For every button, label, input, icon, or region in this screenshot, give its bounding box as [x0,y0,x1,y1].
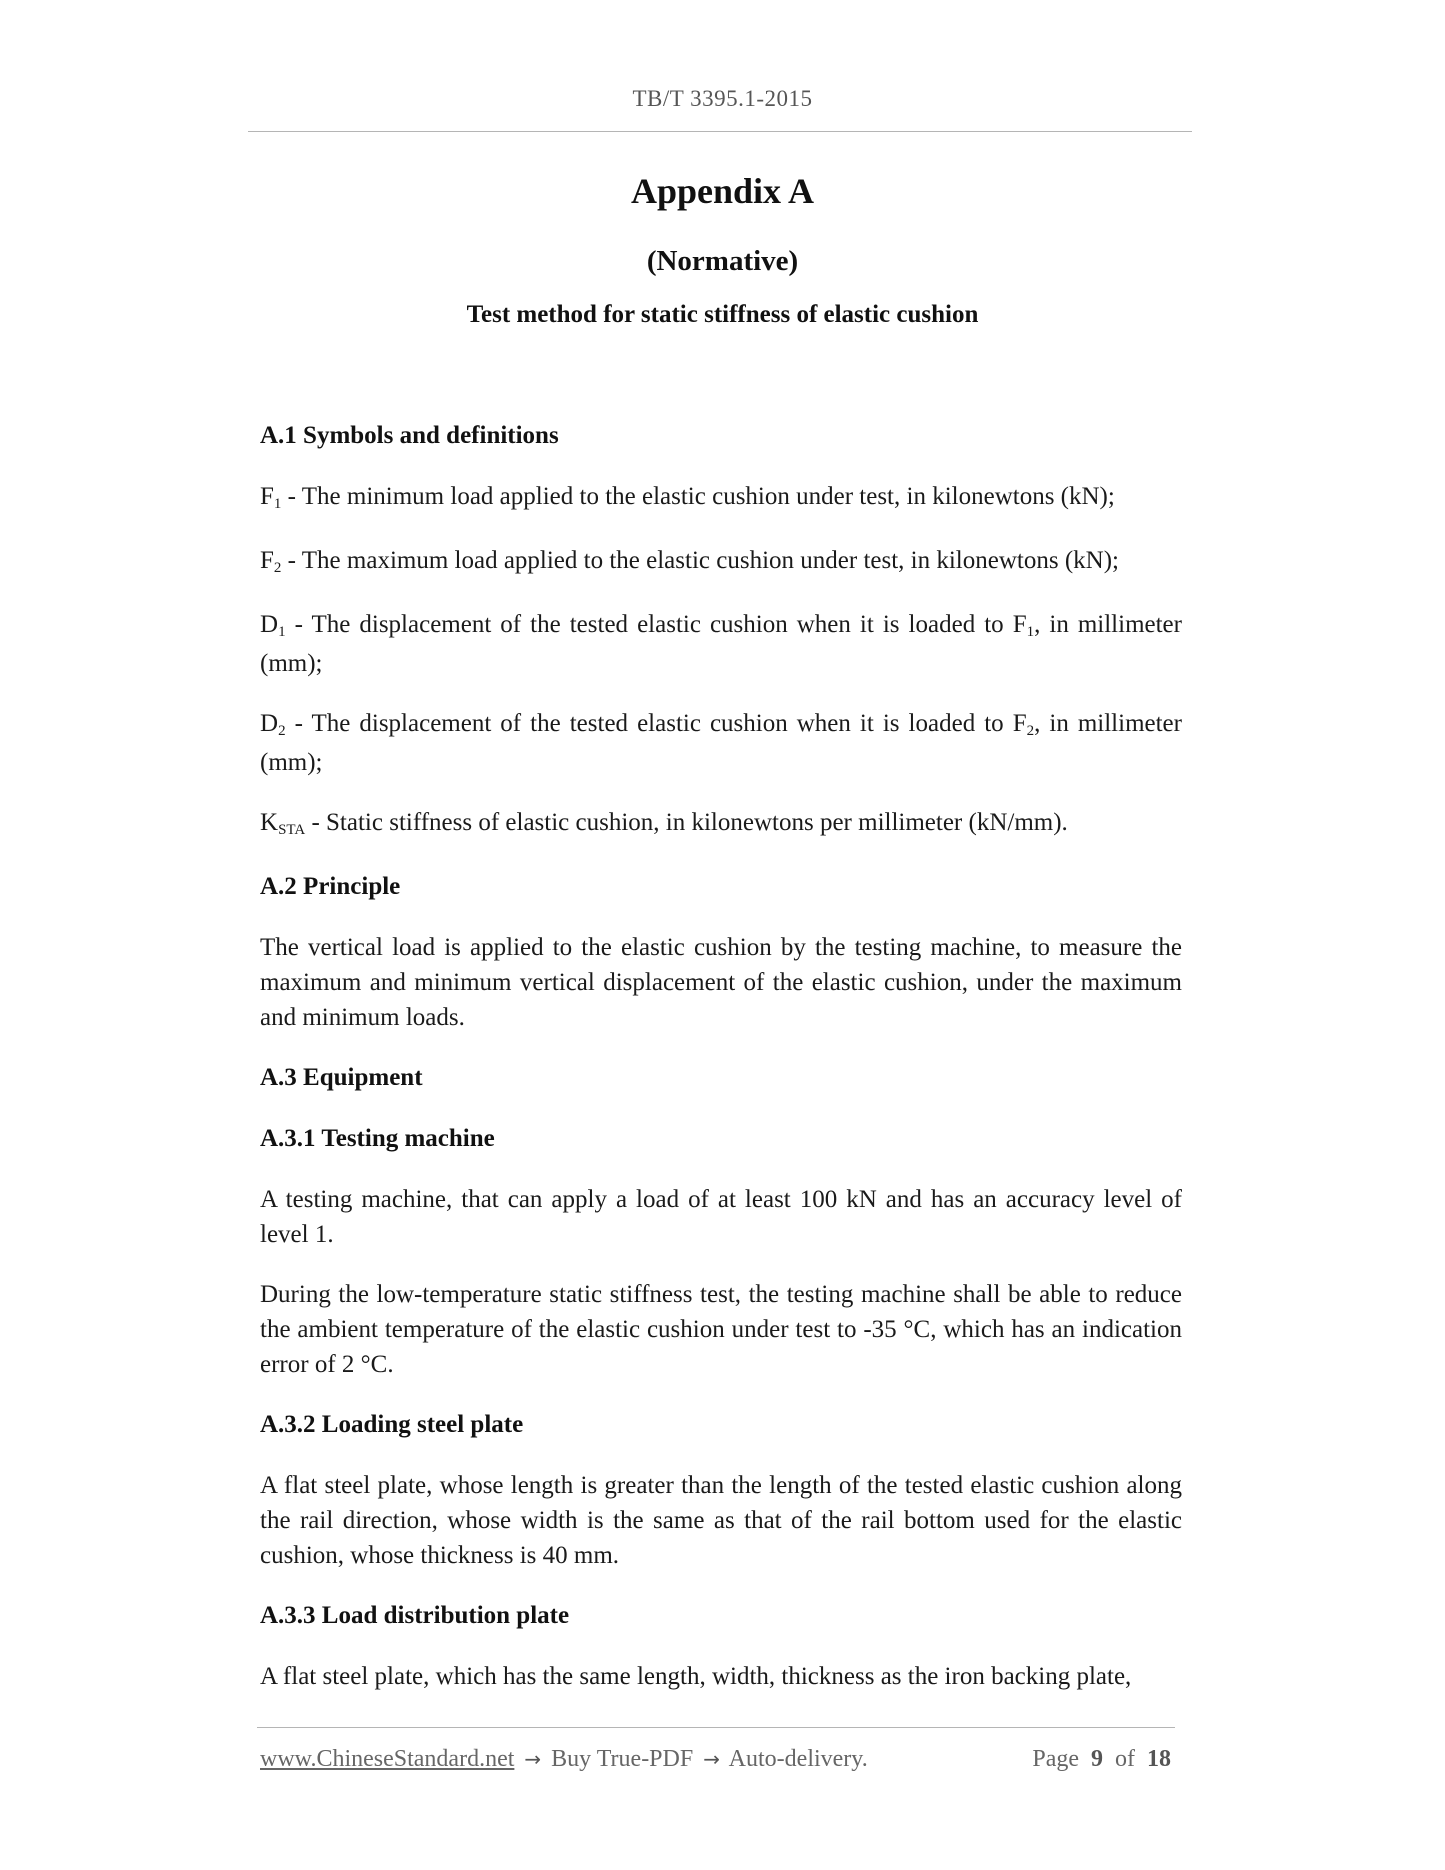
footer-links [260,1746,868,1773]
symbol-definition-d1: D1 - The displacement of the tested elastic cushion when it is loaded to F1, in millimeter (mm); [260,611,1182,677]
page-number: Page 9 of 18 [1032,1746,1171,1772]
paragraph-distribution-plate: A flat steel plate, which has the same length, width, thickness as the iron backing plate, [260,1663,1132,1690]
paragraph-loading-plate: A flat steel plate, whose length is greater than the length of the tested elastic cushion along the rail direction, whose width is the same as that of the rail bottom used for the elastic cushion, whose thickness is 40 mm. [260,1472,1182,1569]
total-pages: 18 [1147,1746,1171,1772]
paragraph-testing-machine-1: A testing machine, that can apply a load of at least 100 kN and has an accuracy level of level 1. [260,1186,1182,1248]
section-heading-a31: A.3.1 Testing machine [260,1125,495,1152]
symbol-definition-f2: F2 - The maximum load applied to the elastic cushion under test, in kilonewtons (kN); [260,547,1119,576]
paragraph-principle: The vertical load is applied to the elastic cushion by the testing machine, to measure the maximum and minimum vertical displacement of the elastic cushion, under the maximum and minimum loads. [260,934,1182,1031]
header-divider [248,131,1192,132]
current-page: 9 [1091,1746,1103,1772]
buy-pdf-text: Buy True-PDF [551,1746,694,1772]
document-id: TB/T 3395.1-2015 [632,86,813,111]
symbol-definition-d2: D2 - The displacement of the tested elastic cushion when it is loaded to F2, in millimeter (mm); [260,710,1182,776]
footer-divider [257,1727,1175,1728]
section-heading-a32: A.3.2 Loading steel plate [260,1411,524,1438]
section-heading-a3: A.3 Equipment [260,1064,423,1091]
section-heading-a1: A.1 Symbols and definitions [260,422,559,449]
symbol-definition-ksta: KSTA - Static stiffness of elastic cushion, in kilonewtons per millimeter (kN/mm). [260,809,1068,838]
appendix-title: Appendix A [630,171,815,211]
paragraph-testing-machine-2: During the low-temperature static stiffness test, the testing machine shall be able to reduce the ambient temperature of the elastic cushion under test to -35 °C, which has an indication error of 2 °C. [260,1281,1182,1378]
website-link[interactable]: www.ChineseStandard.net [260,1746,515,1772]
auto-delivery-text: Auto-delivery. [728,1746,868,1772]
section-heading-a2: A.2 Principle [260,873,401,900]
arrow-right-icon: → [703,1747,720,1771]
appendix-heading: Test method for static stiffness of elastic cushion [466,301,979,328]
arrow-right-icon: → [524,1747,542,1771]
section-heading-a33: A.3.3 Load distribution plate [260,1602,570,1629]
appendix-subtitle: (Normative) [646,245,799,277]
body-content [260,418,1182,1719]
symbol-definition-f1: F1 - The minimum load applied to the elastic cushion under test, in kilonewtons (kN); [260,483,1115,512]
